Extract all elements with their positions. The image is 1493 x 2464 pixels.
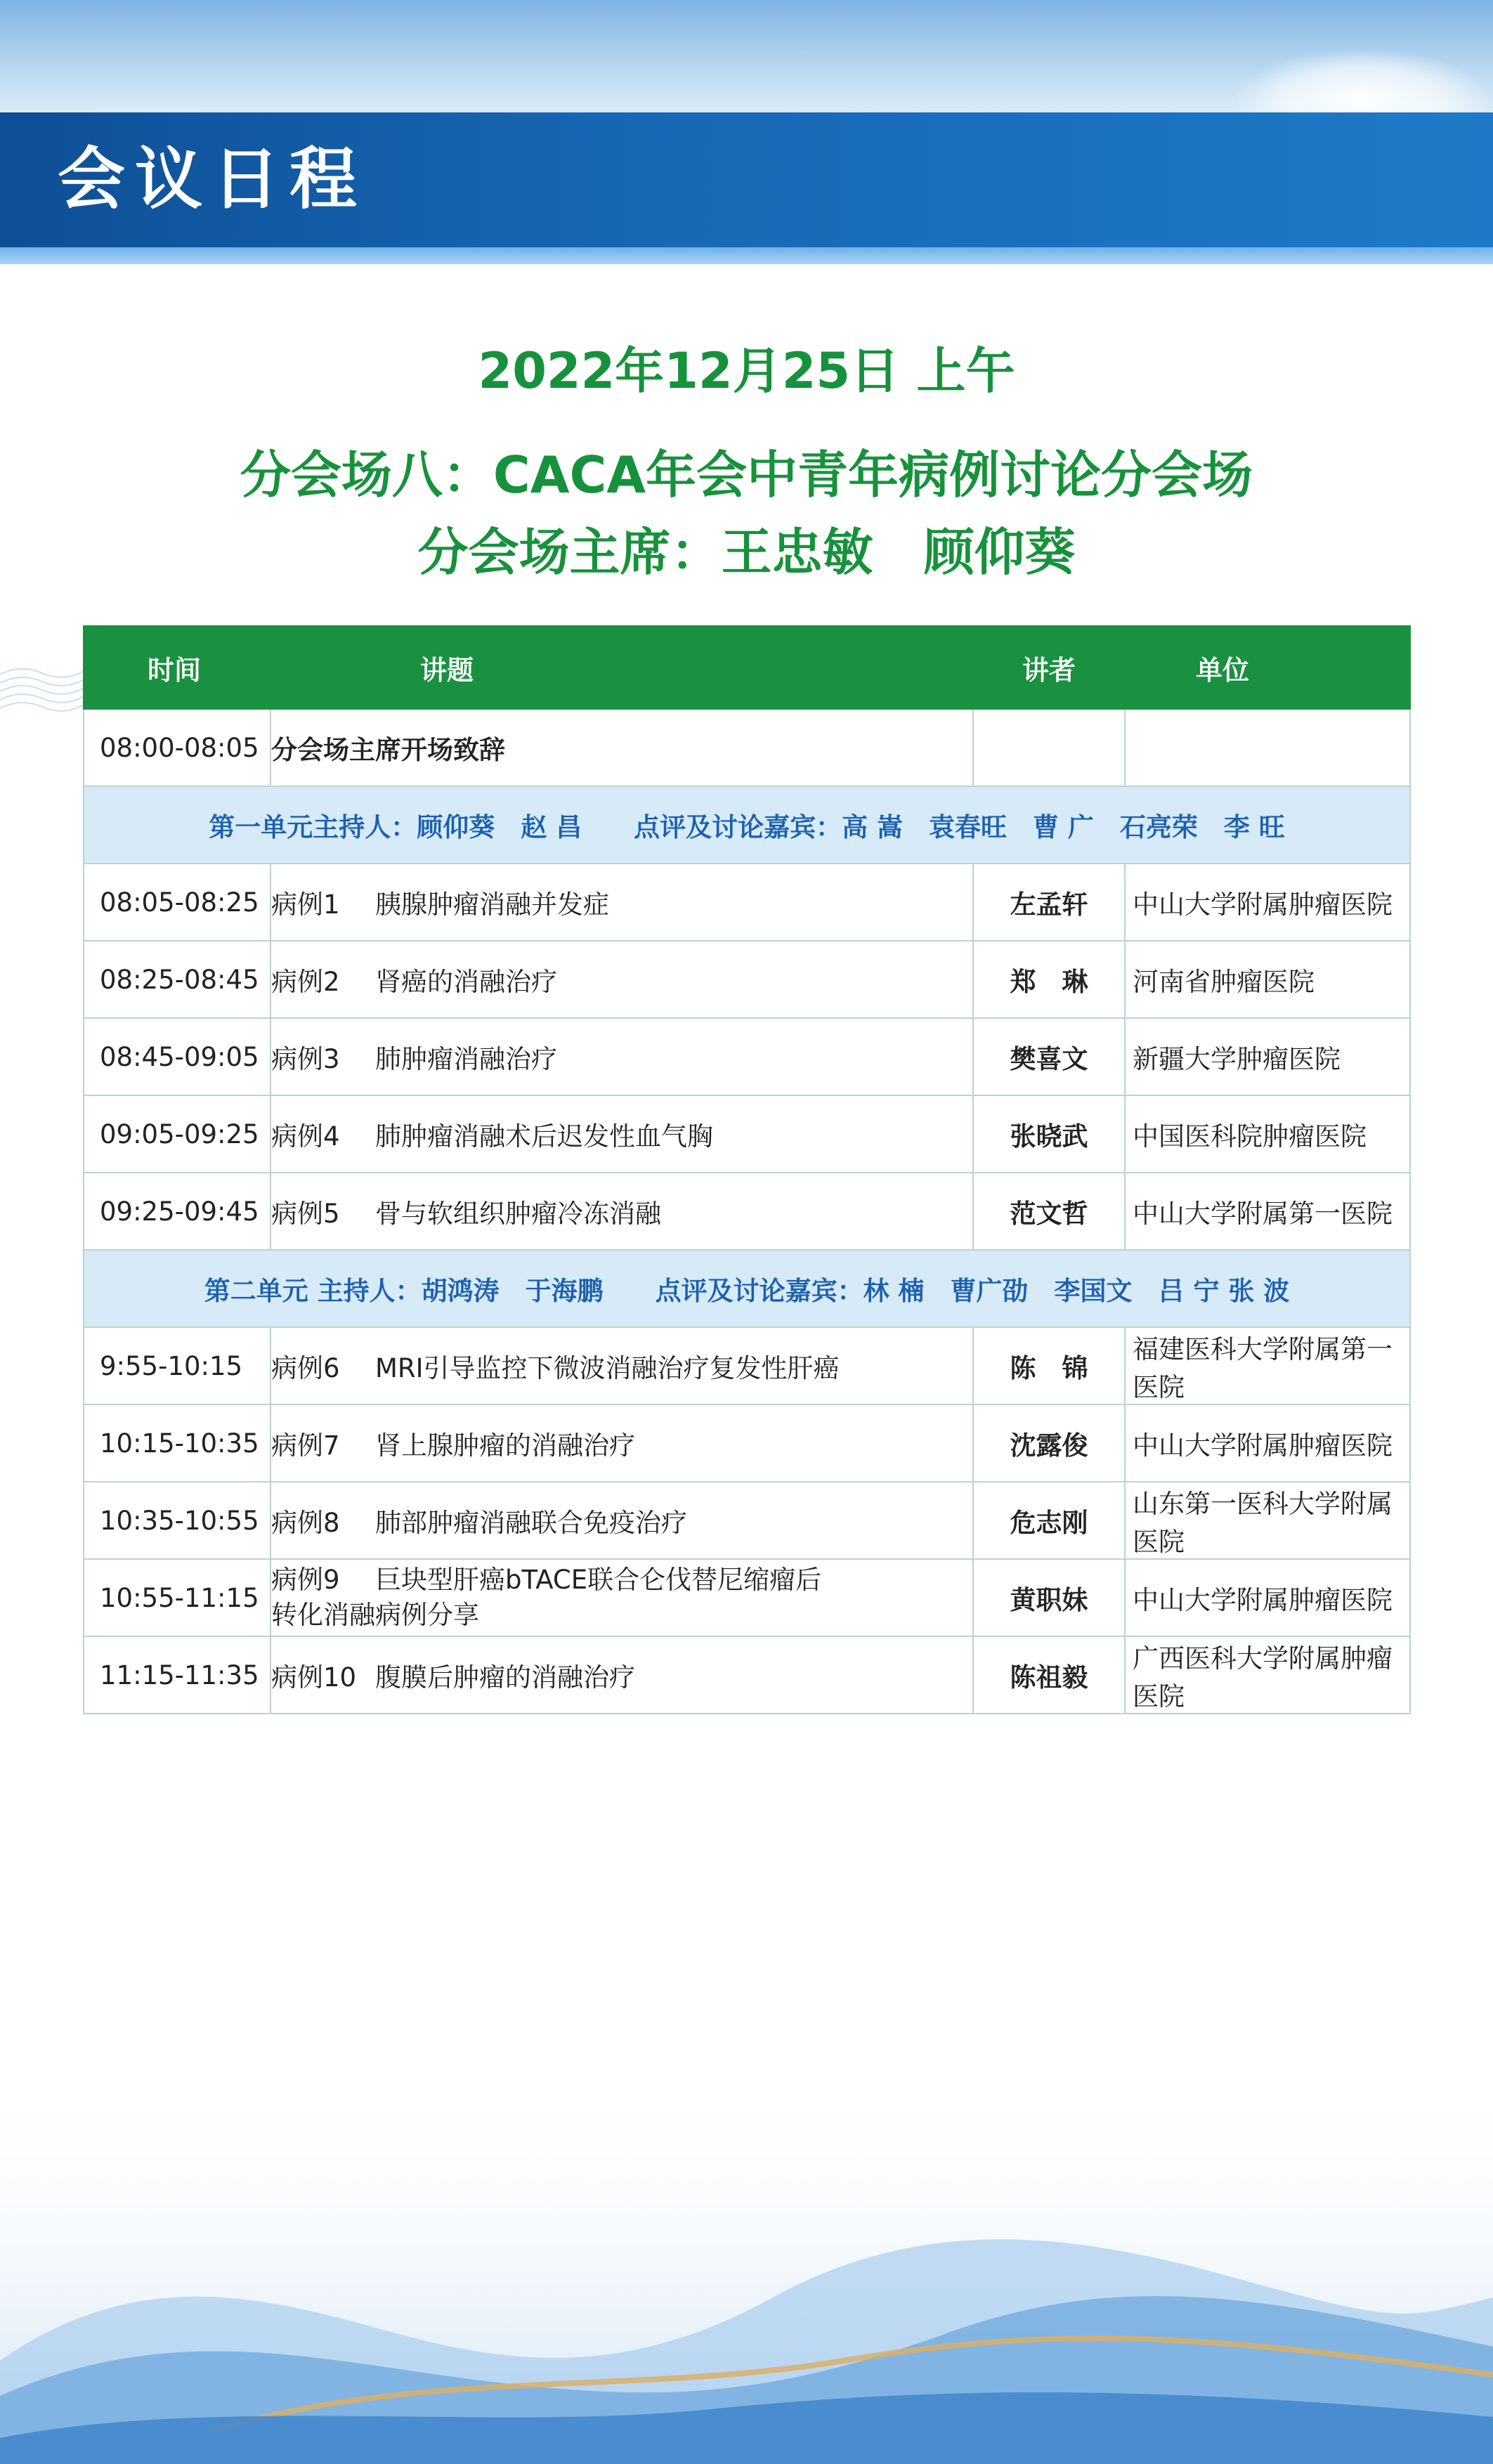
row-speaker: 危志刚 [973, 1482, 1125, 1559]
row-topic: MRI引导监控下微波消融治疗复发性肝癌 [375, 1353, 840, 1383]
section-unit-2 [84, 1250, 1410, 1327]
row-topic: 肺肿瘤消融术后迟发性血气胸 [375, 1121, 713, 1152]
table-header-row [84, 626, 1410, 709]
row-topic: 肾上腺肿瘤的消融治疗 [375, 1430, 635, 1461]
row-speaker: 左孟轩 [973, 863, 1125, 941]
row-topic-cell [270, 1636, 973, 1714]
table-row [84, 1482, 1410, 1559]
table-row [84, 1404, 1410, 1482]
schedule-table [83, 625, 1411, 1714]
table-row [84, 941, 1410, 1018]
col-header-unit: 单位 [1125, 626, 1410, 709]
cloud-decoration [1237, 49, 1489, 112]
row-time: 08:00-08:05 [84, 709, 270, 786]
table-row [84, 1018, 1410, 1095]
col-header-topic: 讲题 [270, 626, 973, 709]
table-row [84, 1327, 1410, 1404]
case-number: 病例3 [271, 1044, 340, 1074]
wave-line-decoration [0, 660, 84, 717]
row-time: 08:05-08:25 [84, 863, 270, 941]
row-topic: 肾癌的消融治疗 [375, 967, 557, 997]
row-topic-cell [270, 863, 973, 941]
header-band-underline [0, 247, 1493, 264]
row-speaker-empty [973, 709, 1125, 786]
row-speaker: 张晓武 [973, 1095, 1125, 1173]
case-number: 病例7 [271, 1430, 340, 1461]
row-topic-cell [270, 1018, 973, 1095]
case-number: 病例8 [271, 1508, 340, 1538]
row-speaker: 樊喜文 [973, 1018, 1125, 1095]
row-topic-line2: 转化消融病例分享 [271, 1600, 479, 1630]
row-time: 09:25-09:45 [84, 1173, 270, 1250]
table-row [84, 1173, 1410, 1250]
row-topic-cell [270, 941, 973, 1018]
row-time: 09:05-09:25 [84, 1095, 270, 1173]
row-unit: 中山大学附属第一医院 [1125, 1173, 1410, 1250]
row-time: 10:15-10:35 [84, 1404, 270, 1482]
row-time: 9:55-10:15 [84, 1327, 270, 1404]
row-speaker: 陈祖毅 [973, 1636, 1125, 1714]
row-topic-cell [270, 1173, 973, 1250]
row-unit: 新疆大学肿瘤医院 [1125, 1018, 1410, 1095]
row-time: 10:35-10:55 [84, 1482, 270, 1559]
row-topic: 肺部肿瘤消融联合免疫治疗 [375, 1508, 687, 1538]
row-time: 08:45-09:05 [84, 1018, 270, 1095]
row-time: 10:55-11:15 [84, 1559, 270, 1636]
session-chair: 分会场主席：王忠敏 顾仰葵 [417, 523, 1076, 582]
section-header: 第二单元 主持人：胡鸿涛 于海鹏 点评及讨论嘉宾：林 楠 曹广劭 李国文 吕 宁 张 波 [84, 1250, 1410, 1327]
row-topic: 巨块型肝癌bTACE联合仑伐替尼缩瘤后 [375, 1565, 822, 1595]
case-number: 病例6 [271, 1353, 340, 1383]
session-date: 2022年12月25日 上午 [478, 342, 1015, 400]
case-number: 病例2 [271, 967, 340, 997]
row-topic-cell [270, 1327, 973, 1404]
row-speaker: 郑 琳 [973, 941, 1125, 1018]
row-unit: 中山大学附属肿瘤医院 [1125, 1559, 1410, 1636]
case-number: 病例9 [271, 1565, 340, 1595]
case-number: 病例5 [271, 1199, 340, 1229]
row-topic: 腹膜后肿瘤的消融治疗 [375, 1662, 635, 1693]
col-header-speaker: 讲者 [973, 626, 1125, 709]
row-topic: 分会场主席开场致辞 [270, 709, 973, 786]
table-row [84, 863, 1410, 941]
page-title: 会议日程 [58, 140, 367, 219]
wave-landscape-decoration [0, 2066, 1493, 2464]
table-row [84, 1636, 1410, 1714]
section-header: 第一单元主持人：顾仰葵 赵 昌 点评及讨论嘉宾：高 嵩 袁春旺 曹 广 石亮荣 李 旺 [84, 786, 1410, 863]
row-topic-cell [270, 1482, 973, 1559]
case-number: 病例1 [271, 889, 340, 920]
session-title: 分会场八：CACA年会中青年病例讨论分会场 [240, 445, 1253, 504]
row-speaker: 沈露俊 [973, 1404, 1125, 1482]
row-time: 11:15-11:35 [84, 1636, 270, 1714]
row-unit: 福建医科大学附属第一医院 [1125, 1327, 1410, 1404]
row-topic-cell [270, 1559, 973, 1636]
table-row [84, 1559, 1410, 1636]
row-topic: 肺肿瘤消融治疗 [375, 1044, 557, 1074]
row-topic: 骨与软组织肿瘤冷冻消融 [375, 1199, 661, 1229]
col-header-time: 时间 [84, 626, 270, 709]
row-speaker: 范文哲 [973, 1173, 1125, 1250]
section-unit-1 [84, 786, 1410, 863]
row-unit-empty [1125, 709, 1410, 786]
row-unit: 中山大学附属肿瘤医院 [1125, 1404, 1410, 1482]
row-unit: 河南省肿瘤医院 [1125, 941, 1410, 1018]
row-topic-cell [270, 1095, 973, 1173]
case-number: 病例10 [271, 1662, 357, 1693]
row-unit: 广西医科大学附属肿瘤医院 [1125, 1636, 1410, 1714]
row-topic-cell [270, 1404, 973, 1482]
row-unit: 山东第一医科大学附属医院 [1125, 1482, 1410, 1559]
row-unit: 中山大学附属肿瘤医院 [1125, 863, 1410, 941]
row-time: 08:25-08:45 [84, 941, 270, 1018]
table-row [84, 1095, 1410, 1173]
row-topic: 胰腺肿瘤消融并发症 [375, 889, 609, 920]
case-number: 病例4 [271, 1121, 340, 1152]
table-row-opening [84, 709, 1410, 786]
row-speaker: 陈 锦 [973, 1327, 1125, 1404]
row-speaker: 黄职妹 [973, 1559, 1125, 1636]
row-unit: 中国医科院肿瘤医院 [1125, 1095, 1410, 1173]
